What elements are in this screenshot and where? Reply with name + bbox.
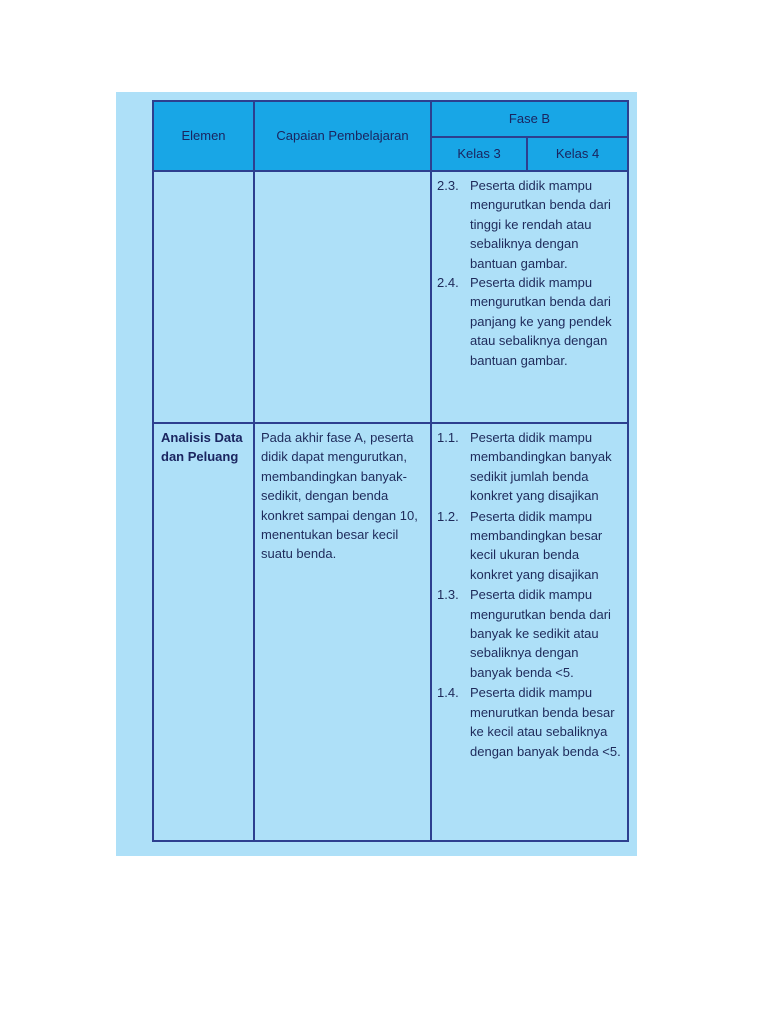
header-kelas-4: Kelas 4 <box>527 137 628 171</box>
header-capaian-pembelajaran: Capaian Pembelajaran <box>254 101 431 171</box>
learning-objectives-list <box>432 424 627 761</box>
list-item <box>437 507 623 585</box>
list-item <box>437 273 623 370</box>
item-number: 2.4. <box>437 275 459 291</box>
elemen-text <box>154 172 253 176</box>
header-elemen: Elemen <box>153 101 254 171</box>
item-number: 1.1. <box>437 430 459 445</box>
capaian-cell <box>254 423 431 841</box>
header-fase-b: Fase B <box>431 101 628 137</box>
header-kelas-3: Kelas 3 <box>431 137 527 171</box>
capaian-cell <box>254 171 431 423</box>
elemen-cell <box>153 423 254 841</box>
item-text: Peserta didik mampu menurutkan benda besar ke kecil atau sebaliknya dengan banyak benda <5. <box>470 685 621 759</box>
table-row <box>153 171 628 423</box>
item-text: Peserta didik mampu mengurutkan benda dari banyak ke sedikit atau sebaliknya dengan banyak benda <5. <box>470 587 611 680</box>
list-item <box>437 683 623 761</box>
elemen-text: Analisis Data dan Peluang <box>161 430 243 465</box>
item-text: Peserta didik mampu mengurutkan benda dari panjang ke yang pendek atau sebaliknya dengan bantuan gambar. <box>470 275 612 368</box>
capaian-text <box>255 172 430 176</box>
item-number: 1.4. <box>437 685 459 701</box>
list-item <box>437 428 623 506</box>
learning-objectives-list <box>432 172 627 370</box>
table-row <box>153 423 628 841</box>
item-text: Peserta didik mampu membandingkan banyak sedikit jumlah benda konkret yang disajikan <box>470 430 612 504</box>
list-item <box>437 585 623 682</box>
curriculum-table <box>152 100 629 842</box>
fase-b-cell <box>431 423 628 841</box>
capaian-text: Pada akhir fase A, peserta didik dapat mengurutkan, membandingkan banyak-sedikit, dengan benda konkret sampai dengan 10, menentukan besar kecil suatu benda. <box>261 430 418 562</box>
item-number: 1.3. <box>437 587 459 603</box>
fase-b-cell <box>431 171 628 423</box>
item-number: 1.2. <box>437 508 459 524</box>
item-text: Peserta didik mampu mengurutkan benda dari tinggi ke rendah atau sebaliknya dengan bantuan gambar. <box>470 178 611 271</box>
item-text: Peserta didik mampu membandingkan besar kecil ukuran benda konkret yang disajikan <box>470 508 603 582</box>
elemen-cell <box>153 171 254 423</box>
list-item <box>437 176 623 273</box>
item-number: 2.3. <box>437 178 459 193</box>
